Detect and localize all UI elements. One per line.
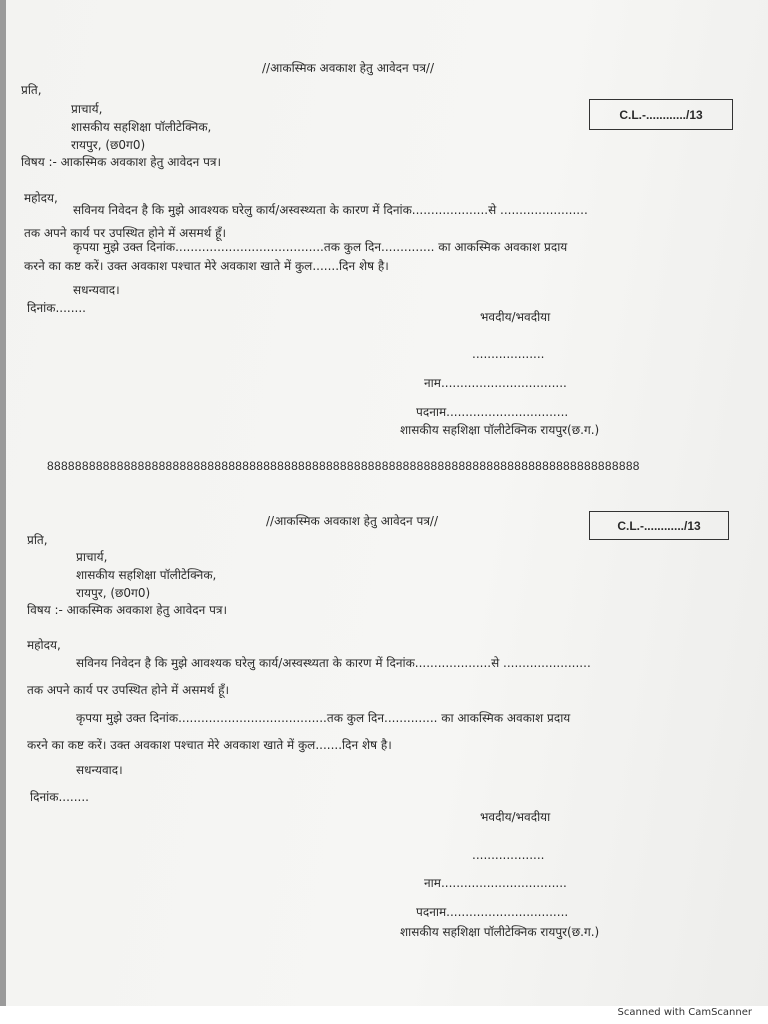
salutation: महोदय,: [27, 638, 61, 652]
institution-footer: शासकीय सहशिक्षा पॉलीटेक्निक रायपुर(छ.ग.): [400, 423, 600, 437]
institution-footer: शासकीय सहशिक्षा पॉलीटेक्निक रायपुर(छ.ग.): [400, 925, 600, 939]
cl-number: C.L.-............/13: [617, 518, 701, 533]
body-line-2: तक अपने कार्य पर उपस्थित होने में असमर्थ हूँ।: [24, 226, 227, 240]
body-line-1: सविनय निवेदन है कि मुझे आवश्यक घरेलु कार्य/अस्वस्थ्यता के कारण में दिनांक....................से .......................: [73, 203, 588, 217]
form-title: //आकस्मिक अवकाश हेतु आवेदन पत्र//: [266, 514, 439, 528]
city: रायपुर, (छ0ग0): [71, 138, 146, 152]
name-field: नाम.................................: [424, 876, 567, 890]
institution: शासकीय सहशिक्षा पॉलीटेक्निक,: [76, 568, 217, 582]
institution: शासकीय सहशिक्षा पॉलीटेक्निक,: [71, 120, 212, 134]
body-line-2: तक अपने कार्य पर उपस्थित होने में असमर्थ हूँ।: [27, 683, 230, 697]
yours-truly: भवदीय/भवदीया: [480, 310, 551, 324]
cl-number-box: [589, 511, 729, 540]
body-line-1: सविनय निवेदन है कि मुझे आवश्यक घरेलु कार्य/अस्वस्थ्यता के कारण में दिनांक....................से .......................: [76, 656, 591, 670]
thanks: सधन्यवाद।: [76, 763, 123, 777]
thanks: सधन्यवाद।: [73, 283, 120, 297]
addressee: प्राचार्य,: [71, 102, 103, 116]
to-label: प्रति,: [21, 83, 42, 97]
body-line-3: कृपया मुझे उक्त दिनांक.......................................तक कुल दिन.............. का आकस्मिक अवकाश प्रदाय: [73, 240, 568, 254]
body-line-3: कृपया मुझे उक्त दिनांक.......................................तक कुल दिन.............. का आकस्मिक अवकाश प्रदाय: [76, 711, 571, 725]
body-line-4: करने का कष्ट करें। उक्त अवकाश पश्चात मेरे अवकाश खाते में कुल.......दिन शेष है।: [24, 259, 389, 273]
body-line-4: करने का कष्ट करें। उक्त अवकाश पश्चात मेरे अवकाश खाते में कुल.......दिन शेष है।: [27, 738, 392, 752]
date-label: दिनांक........: [27, 301, 86, 315]
designation-field: पदनाम................................: [416, 905, 569, 919]
city: रायपुर, (छ0ग0): [76, 586, 151, 600]
scanner-watermark: Scanned with CamScanner: [617, 1007, 752, 1018]
cl-number-box: [589, 99, 733, 130]
designation-field: पदनाम................................: [416, 405, 569, 419]
signature-line: ...................: [472, 347, 545, 361]
to-label: प्रति,: [27, 533, 48, 547]
subject: विषय :- आकस्मिक अवकाश हेतु आवेदन पत्र।: [21, 155, 222, 169]
yours-truly: भवदीय/भवदीया: [480, 810, 551, 824]
cl-number: C.L.-............/13: [619, 107, 703, 122]
salutation: महोदय,: [24, 191, 58, 205]
addressee: प्राचार्य,: [76, 550, 108, 564]
signature-line: ...................: [472, 848, 545, 862]
form-title: //आकस्मिक अवकाश हेतु आवेदन पत्र//: [262, 61, 435, 75]
subject: विषय :- आकस्मिक अवकाश हेतु आवेदन पत्र।: [27, 603, 228, 617]
separator-line: 8888888888888888888888888888888888888888888888888888888888888888888888888888888888888: [47, 459, 640, 473]
name-field: नाम.................................: [424, 376, 567, 390]
date-label: दिनांक........: [30, 790, 89, 804]
